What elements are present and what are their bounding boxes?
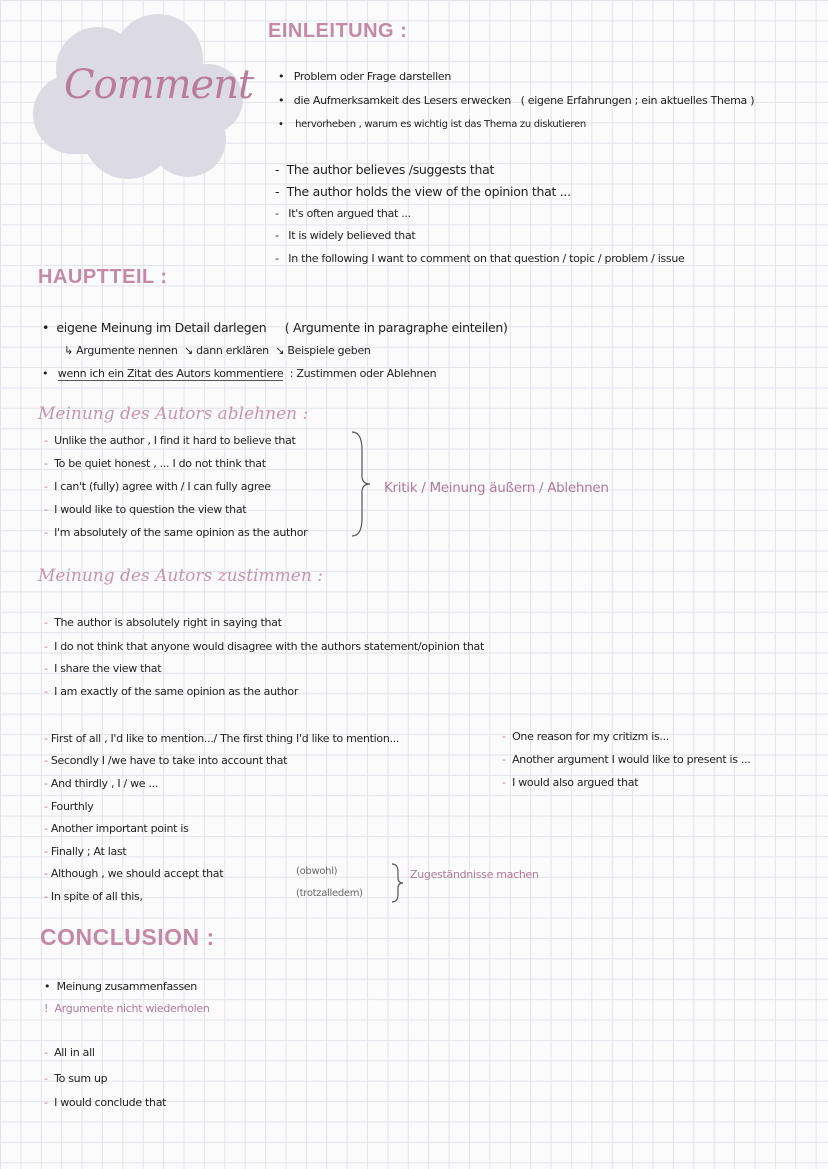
einleitung-bullet: • hervorheben , warum es wichtig ist das Thema zu diskutieren xyxy=(278,119,586,130)
curly-brace xyxy=(388,862,408,904)
zustimmen-phrase: - I am exactly of the same opinion as the author xyxy=(44,685,299,698)
zustimmen-phrase: - I do not think that anyone would disagree with the authors statement/opinion that xyxy=(44,640,485,653)
hauptteil-subline: ↳ Argumente nennen ↘ dann erklären ↘ Beispiele geben xyxy=(64,344,371,357)
cloud-title: Comment xyxy=(64,62,254,108)
einleitung-bullet: • die Aufmerksamkeit des Lesers erwecken ( eigene Erfahrungen ; ein aktuelles Thema ) xyxy=(278,94,755,107)
paren-trotzalledem: (trotzalledem) xyxy=(296,888,363,899)
einleitung-bullet: • Problem oder Frage darstellen xyxy=(278,70,451,83)
connector-phrase: - Fourthly xyxy=(44,800,94,813)
ablehnen-phrase: - I would like to question the view that xyxy=(44,503,247,516)
zustimmen-heading: Meinung des Autors zustimmen : xyxy=(38,566,323,586)
einleitung-phrase: - The author believes /suggests that xyxy=(275,162,495,177)
connector-brace-label: Zugeständnisse machen xyxy=(410,868,539,881)
connector-phrase-right: - One reason for my critizm is... xyxy=(502,730,669,743)
connector-phrase: - And thirdly , I / we ... xyxy=(44,777,159,790)
conclusion-phrase: - To sum up xyxy=(44,1072,108,1085)
einleitung-heading: EINLEITUNG : xyxy=(268,20,408,42)
zustimmen-phrase: - I share the view that xyxy=(44,662,162,675)
conclusion-warning: ! Argumente nicht wiederholen xyxy=(44,1002,210,1015)
conclusion-phrase: - All in all xyxy=(44,1046,95,1059)
ablehnen-phrase: - I can't (fully) agree with / I can fully agree xyxy=(44,480,271,493)
connector-phrase: - In spite of all this, xyxy=(44,890,143,903)
ablehnen-phrase: - To be quiet honest , ... I do not think that xyxy=(44,457,266,470)
arrow-icon: ↘ xyxy=(275,344,285,357)
einleitung-phrase: - It is widely believed that xyxy=(275,229,416,242)
conclusion-phrase: - I would conclude that xyxy=(44,1096,167,1109)
hauptteil-bullet: • eigene Meinung im Detail darlegen ( Argumente in paragraphe einteilen) xyxy=(42,320,508,335)
connector-phrase: - Although , we should accept that xyxy=(44,867,224,880)
hauptteil-bullet: • wenn ich ein Zitat des Autors kommentiere : Zustimmen oder Ablehnen xyxy=(42,367,437,380)
connector-phrase: - Another important point is xyxy=(44,822,189,835)
connector-phrase: - First of all , I'd like to mention.../ The first thing I'd like to mention... xyxy=(44,732,400,745)
zustimmen-phrase: - The author is absolutely right in saying that xyxy=(44,616,282,629)
arrow-icon: ↘ xyxy=(183,344,193,357)
ablehnen-brace-label: Kritik / Meinung äußern / Ablehnen xyxy=(384,480,609,496)
conclusion-bullet: • Meinung zusammenfassen xyxy=(44,980,197,993)
einleitung-phrase: - The author holds the view of the opinion that ... xyxy=(275,184,571,199)
einleitung-phrase: - In the following I want to comment on that question / topic / problem / issue xyxy=(275,252,685,265)
ablehnen-phrase: - Unlike the author , I find it hard to believe that xyxy=(44,434,296,447)
ablehnen-heading: Meinung des Autors ablehnen : xyxy=(38,404,309,424)
einleitung-phrase: - It's often argued that ... xyxy=(275,207,411,220)
ablehnen-phrase: - I'm absolutely of the same opinion as the author xyxy=(44,526,308,539)
curly-brace xyxy=(346,428,376,540)
conclusion-heading: CONCLUSION : xyxy=(40,924,215,950)
hauptteil-heading: HAUPTTEIL : xyxy=(38,266,168,288)
connector-phrase: - Secondly I /we have to take into account that xyxy=(44,754,288,767)
paren-obwohl: (obwohl) xyxy=(296,866,338,877)
warning-icon: ! xyxy=(44,1002,49,1015)
connector-phrase: - Finally ; At last xyxy=(44,845,127,858)
connector-phrase-right: - I would also argued that xyxy=(502,776,639,789)
connector-phrase-right: - Another argument I would like to present is ... xyxy=(502,753,751,766)
